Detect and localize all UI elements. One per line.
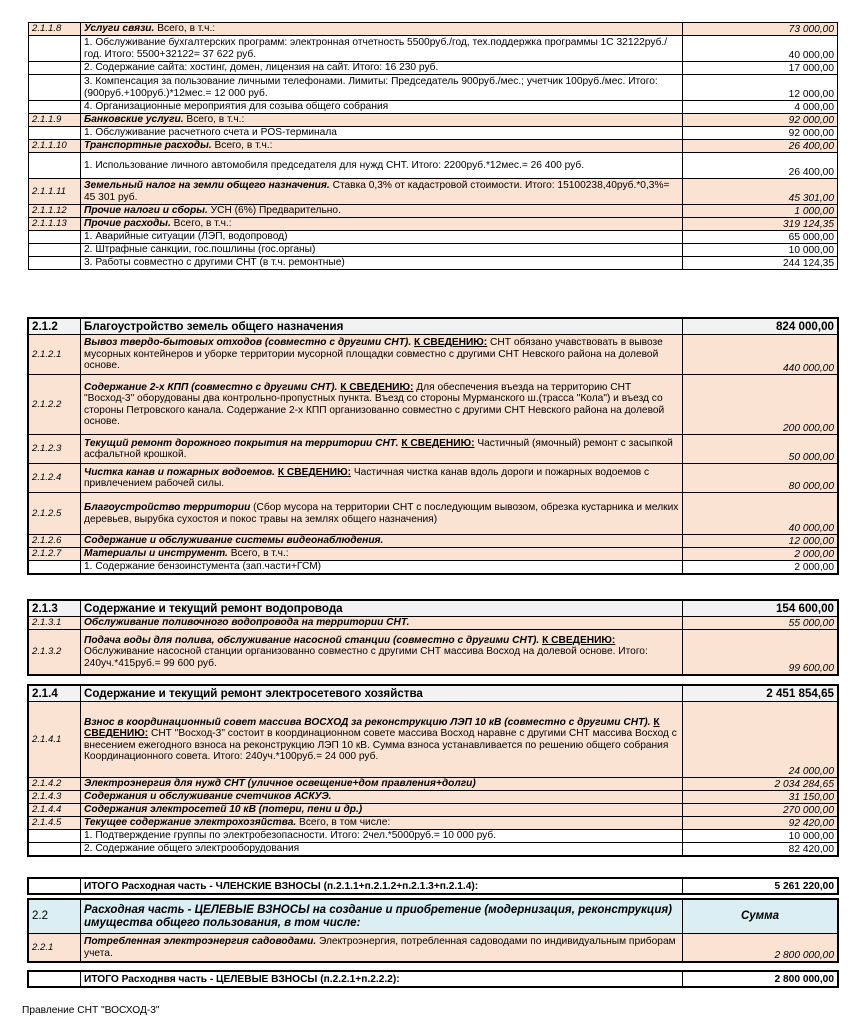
row-description: 2. Содержание общего электрооборудования [81,843,683,856]
row-code: 2.1.1.10 [29,140,81,153]
row-title: Содержания и обслуживание счетчиков АСКУЭ. [84,791,332,803]
row-title: Прочие налоги и сборы. [84,205,208,217]
row-text: Всего, в том числе: [296,817,391,829]
row-amount: 24 000,00 [683,702,838,778]
table-row [29,153,838,179]
row-note-label: К СВЕДЕНИЮ: [542,634,616,646]
row-description [81,205,683,218]
row-amount: 12 000,00 [683,535,838,548]
row-amount: 80 000,00 [683,464,838,493]
table-row [29,257,838,270]
row-description [81,702,683,778]
row-code: 2.1.2.3 [29,435,81,464]
row-code: 2.1.4.1 [29,702,81,778]
row-code [29,843,81,856]
row-title: Текущий ремонт дорожного покрытия на территории СНТ. [84,437,399,449]
table-row [29,464,838,493]
section-2-1-2-table [28,318,838,574]
total-amount: 2 800 000,00 [683,972,838,987]
section-title: Благоустройство земель общего назначения [81,319,683,335]
table-row [29,817,838,830]
row-title: Обслуживание поливочного водопровода на территории СНТ. [84,617,410,629]
table-row [29,561,838,574]
row-title: Подача воды для полива, обслуживание насосной станции (совместно с другими СНТ). [84,634,540,646]
row-amount: 440 000,00 [683,335,838,375]
table-row [29,535,838,548]
row-description [81,817,683,830]
row-text: Электроэнергия, потребленная садоводами по индивидуальным приборам учета. [84,936,676,959]
row-amount: 31 150,00 [683,791,838,804]
row-code: 2.1.1.8 [29,23,81,36]
row-code [29,561,81,574]
section-2-1-4-table [28,685,838,856]
table-row [29,101,838,114]
row-title: Содержание 2-х КПП (совместно с другими СНТ). [84,381,338,393]
row-code: 2.1.4.5 [29,817,81,830]
row-code [29,75,81,101]
row-code [29,244,81,257]
total-code [29,972,81,987]
section-amount: 824 000,00 [683,319,838,335]
table-row [29,843,838,856]
row-description: 2. Штрафные санкции, гос.пошлины (гос.органы) [81,244,683,257]
row-description [81,23,683,36]
table-row [29,630,838,675]
row-amount: 55 000,00 [683,617,838,630]
table-row [29,140,838,153]
section-code: 2.1.3 [29,601,81,617]
table-row [29,75,838,101]
row-code: 2.1.3.2 [29,630,81,675]
row-code [29,153,81,179]
row-amount: 73 000,00 [683,23,838,36]
row-description [81,114,683,127]
row-amount: 10 000,00 [683,830,838,843]
row-text: (Сбор мусора на территории СНТ с последующим вывозом, обрезка кустарника и мелких деревьев, вырубка сухостоя и покос травы на землях общего назначения) [84,502,679,525]
row-code: 2.1.4.4 [29,804,81,817]
row-amount: 92 420,00 [683,817,838,830]
section-header [29,686,838,702]
row-description [81,535,683,548]
row-note-label: К СВЕДЕНИЮ: [340,381,414,393]
table-row [29,791,838,804]
footer-signature: Правление СНТ "ВОСХОД-3" [22,1005,160,1016]
row-title: Электроэнергия для нужд СНТ (уличное освещение+дом правления+долги) [84,778,476,790]
total-row [29,972,838,987]
table-row [29,375,838,435]
row-code: 2.1.2.4 [29,464,81,493]
row-description [81,617,683,630]
row-title: Земельный налог на земли общего назначения. [84,180,330,191]
section-code: 2.1.2 [29,319,81,335]
row-amount: 1 000,00 [683,205,838,218]
row-code: 2.1.4.3 [29,791,81,804]
table-row [29,830,838,843]
row-description: 1. Обслуживание расчетного счета и POS-терминала [81,127,683,140]
total-label: ИТОГО Расходнвя часть - ЦЕЛЕВЫЕ ВЗНОСЫ (п.2.2.1+п.2.2.2): [81,972,683,987]
table-row [29,23,838,36]
row-description: 1. Подтверждение группы по электробезопасности. Итого: 2чел.*5000руб.= 10 000 руб. [81,830,683,843]
row-note-label: К СВЕДЕНИЮ: [401,437,475,449]
row-note-label: К СВЕДЕНИЮ: [84,716,660,739]
row-code: 2.1.4.2 [29,778,81,791]
row-amount: 319 124,35 [683,218,838,231]
row-description [81,335,683,375]
section-2-2-table [28,899,838,962]
section-2-1-3-table [28,600,838,675]
row-code [29,830,81,843]
table-row [29,62,838,75]
row-amount: 4 000,00 [683,101,838,114]
row-amount: 2 034 284,65 [683,778,838,791]
row-code [29,231,81,244]
section-code: 2.1.4 [29,686,81,702]
row-description [81,630,683,675]
row-title: Вывоз твердо-бытовых отходов (совместно с другими СНТ). [84,337,412,349]
row-description [81,140,683,153]
row-amount: 92 000,00 [683,114,838,127]
section-code: 2.2 [29,900,81,934]
row-description [81,778,683,791]
total-row [29,879,838,894]
row-code: 2.1.2.2 [29,375,81,435]
total-membership-table [28,878,838,894]
row-text: УСН (6%) Предварительно. [207,205,341,217]
table-row [29,934,838,962]
row-amount: 26 400,00 [683,153,838,179]
row-text: Всего, в т.ч.: [211,140,273,152]
row-description: 3. Работы совместно с другими СНТ (в т.ч. ремонтные) [81,257,683,270]
table-row [29,218,838,231]
row-code [29,257,81,270]
row-description: 4. Организационные мероприятия для созыва общего собрания [81,101,683,114]
table-row [29,335,838,375]
section-2-1-1-table [28,22,838,270]
row-title: Банковские услуги. [84,114,184,126]
row-code [29,127,81,140]
row-amount: 99 600,00 [683,630,838,675]
table-row [29,804,838,817]
row-amount: 82 420,00 [683,843,838,856]
row-description: 3. Компенсация за пользование личными телефонами. Лимиты: Председатель 900руб./мес.; учетчик 100руб./мес. Итого: (900руб.+100руб.)*12мес.= 12 000 руб. [81,75,683,101]
table-row [29,548,838,561]
row-amount: 2 000,00 [683,561,838,574]
row-amount: 2 800 000,00 [683,934,838,962]
sum-header: Сумма [683,900,838,934]
row-text: Всего, в т.ч.: [183,114,245,126]
table-row [29,617,838,630]
section-header [29,601,838,617]
row-code: 2.1.2.1 [29,335,81,375]
row-description: 1. Обслуживание бухгалтерских программ: электронная отчетность 5500руб./год, тех.поддержка программы 1С 32122руб./год. Итого: 5500+32122= 37 622 руб. [81,36,683,62]
row-description [81,179,683,205]
total-label: ИТОГО Расходная часть - ЧЛЕНСКИЕ ВЗНОСЫ (п.2.1.1+п.2.1.2+п.2.1.3+п.2.1.4): [81,879,683,894]
row-code: 2.1.3.1 [29,617,81,630]
section-title: Содержание и текущий ремонт электросетевого хозяйства [81,686,683,702]
row-text: Ставка 0,3% от кадастровой стоимости. Итого: 15100238,40руб.*0,3%= 45 301 руб. [84,180,670,203]
row-title: Материалы и инструмент. [84,548,228,560]
table-row [29,205,838,218]
row-description: 1. Использование личного автомобиля председателя для нужд СНТ. Итого: 2200руб.*12мес.= 26 400 руб. [81,153,683,179]
row-text: Для обеспечения въезда на территорию СНТ "Восход-3" оборудованы два контрольно-пропустных пункта. Въезд со стороны Мурманского ш.(трасса "Кола") и въезд со стороны Петровского канала. Содержание 2-х КПП организованно совместно с другими СНТ Невского района на долевой основе. [84,381,665,427]
section-header [29,900,838,934]
row-code: 2.1.2.6 [29,535,81,548]
row-amount: 270 000,00 [683,804,838,817]
row-description [81,375,683,435]
row-description [81,804,683,817]
table-row [29,244,838,257]
row-text: Частичный (ямочный) ремонт с засыпкой асфальтной крошкой. [84,437,673,460]
total-code [29,879,81,894]
row-code: 2.2.1 [29,934,81,962]
row-amount: 65 000,00 [683,231,838,244]
row-amount: 92 000,00 [683,127,838,140]
table-row [29,179,838,205]
row-amount: 50 000,00 [683,435,838,464]
row-amount: 244 124,35 [683,257,838,270]
table-row [29,493,838,535]
section-amount: 154 600,00 [683,601,838,617]
row-amount: 40 000,00 [683,493,838,535]
row-code [29,36,81,62]
row-text: Частичная чистка канав вдоль дороги и пожарных водоемов с привлечением рабочей силы. [84,466,650,489]
row-amount: 26 400,00 [683,140,838,153]
row-title: Текущее содержание электрохозяйства. [84,817,297,829]
row-amount: 40 000,00 [683,36,838,62]
table-row [29,36,838,62]
row-code [29,101,81,114]
row-code: 2.1.1.9 [29,114,81,127]
row-description: 2. Содержание сайта: хостинг, домен, лицензия на сайт. Итого: 16 230 руб. [81,62,683,75]
row-description [81,493,683,535]
row-description: 1. Содержание бензоинстумента (зап.части+ГСМ) [81,561,683,574]
row-text: Всего, в т.ч.: [227,548,289,560]
total-target-table [28,971,838,987]
total-amount: 5 261 220,00 [683,879,838,894]
row-code: 2.1.1.12 [29,205,81,218]
row-title: Содержание и обслуживание системы видеонаблюдения. [84,535,384,547]
row-title: Чистка канав и пожарных водоемов. [84,466,275,478]
row-title: Благоустройство территории [84,502,251,513]
row-amount: 45 301,00 [683,179,838,205]
row-amount: 2 000,00 [683,548,838,561]
row-code [29,62,81,75]
section-amount: 2 451 854,65 [683,686,838,702]
row-amount: 12 000,00 [683,75,838,101]
row-amount: 10 000,00 [683,244,838,257]
row-text: Всего, в т.ч.: [170,218,232,230]
row-description [81,934,683,962]
row-title: Потребленная электроэнергия садоводами. [84,936,317,947]
row-description: 1. Аварийные ситуации (ЛЭП, водопровод) [81,231,683,244]
row-title: Транспортные расходы. [84,140,212,152]
row-code: 2.1.2.5 [29,493,81,535]
row-description [81,218,683,231]
table-row [29,231,838,244]
row-title: Взнос в координационный совет массива ВОСХОД за реконструкцию ЛЭП 10 кВ (совместно с другими СНТ). [84,716,651,728]
row-title: Содержания электросетей 10 кВ (потери, пени и др.) [84,804,363,816]
row-amount: 17 000,00 [683,62,838,75]
row-title: Услуги связи. [84,23,155,35]
row-code: 2.1.2.7 [29,548,81,561]
table-row [29,435,838,464]
section-title: Содержание и текущий ремонт водопровода [81,601,683,617]
row-text: СНТ обязано учавствовать в вывозе мусорных контейнеров и уборке территории мусорной площадки совместно с другими СНТ Невского района на долевой основе. [84,337,663,372]
section-title: Расходная часть - ЦЕЛЕВЫЕ ВЗНОСЫ на создание и приобретение (модернизация, реконструкция) имущества общего пользования, в том числе: [81,900,683,934]
section-header [29,319,838,335]
row-amount: 200 000,00 [683,375,838,435]
table-row [29,114,838,127]
row-text: Всего, в т.ч.: [154,23,216,35]
row-note-label: К СВЕДЕНИЮ: [414,337,488,349]
row-text: СНТ "Восход-3" состоит в координационном совете массива Восход наравне с другими СНТ массива Восход с внесением ежегодного взноса на реконструкцию ЛЭП 10 кВ. Сумма взноса устанавливается по решению общего собрания Координационного совета. Итого: 240уч.*100руб.= 24 000 руб. [84,728,677,762]
row-description [81,548,683,561]
row-description [81,435,683,464]
row-code: 2.1.1.13 [29,218,81,231]
row-description [81,464,683,493]
row-description [81,791,683,804]
table-row [29,127,838,140]
table-row [29,702,838,778]
table-row [29,778,838,791]
row-note-label: К СВЕДЕНИЮ: [277,466,352,478]
row-code: 2.1.1.11 [29,179,81,205]
row-title: Прочие расходы. [84,218,171,230]
row-text: Обслуживание насосной станции организованно совместно с другими СНТ массива Восход на долевой основе. Итого: 240уч.*415руб.= 99 600 руб. [84,646,648,669]
